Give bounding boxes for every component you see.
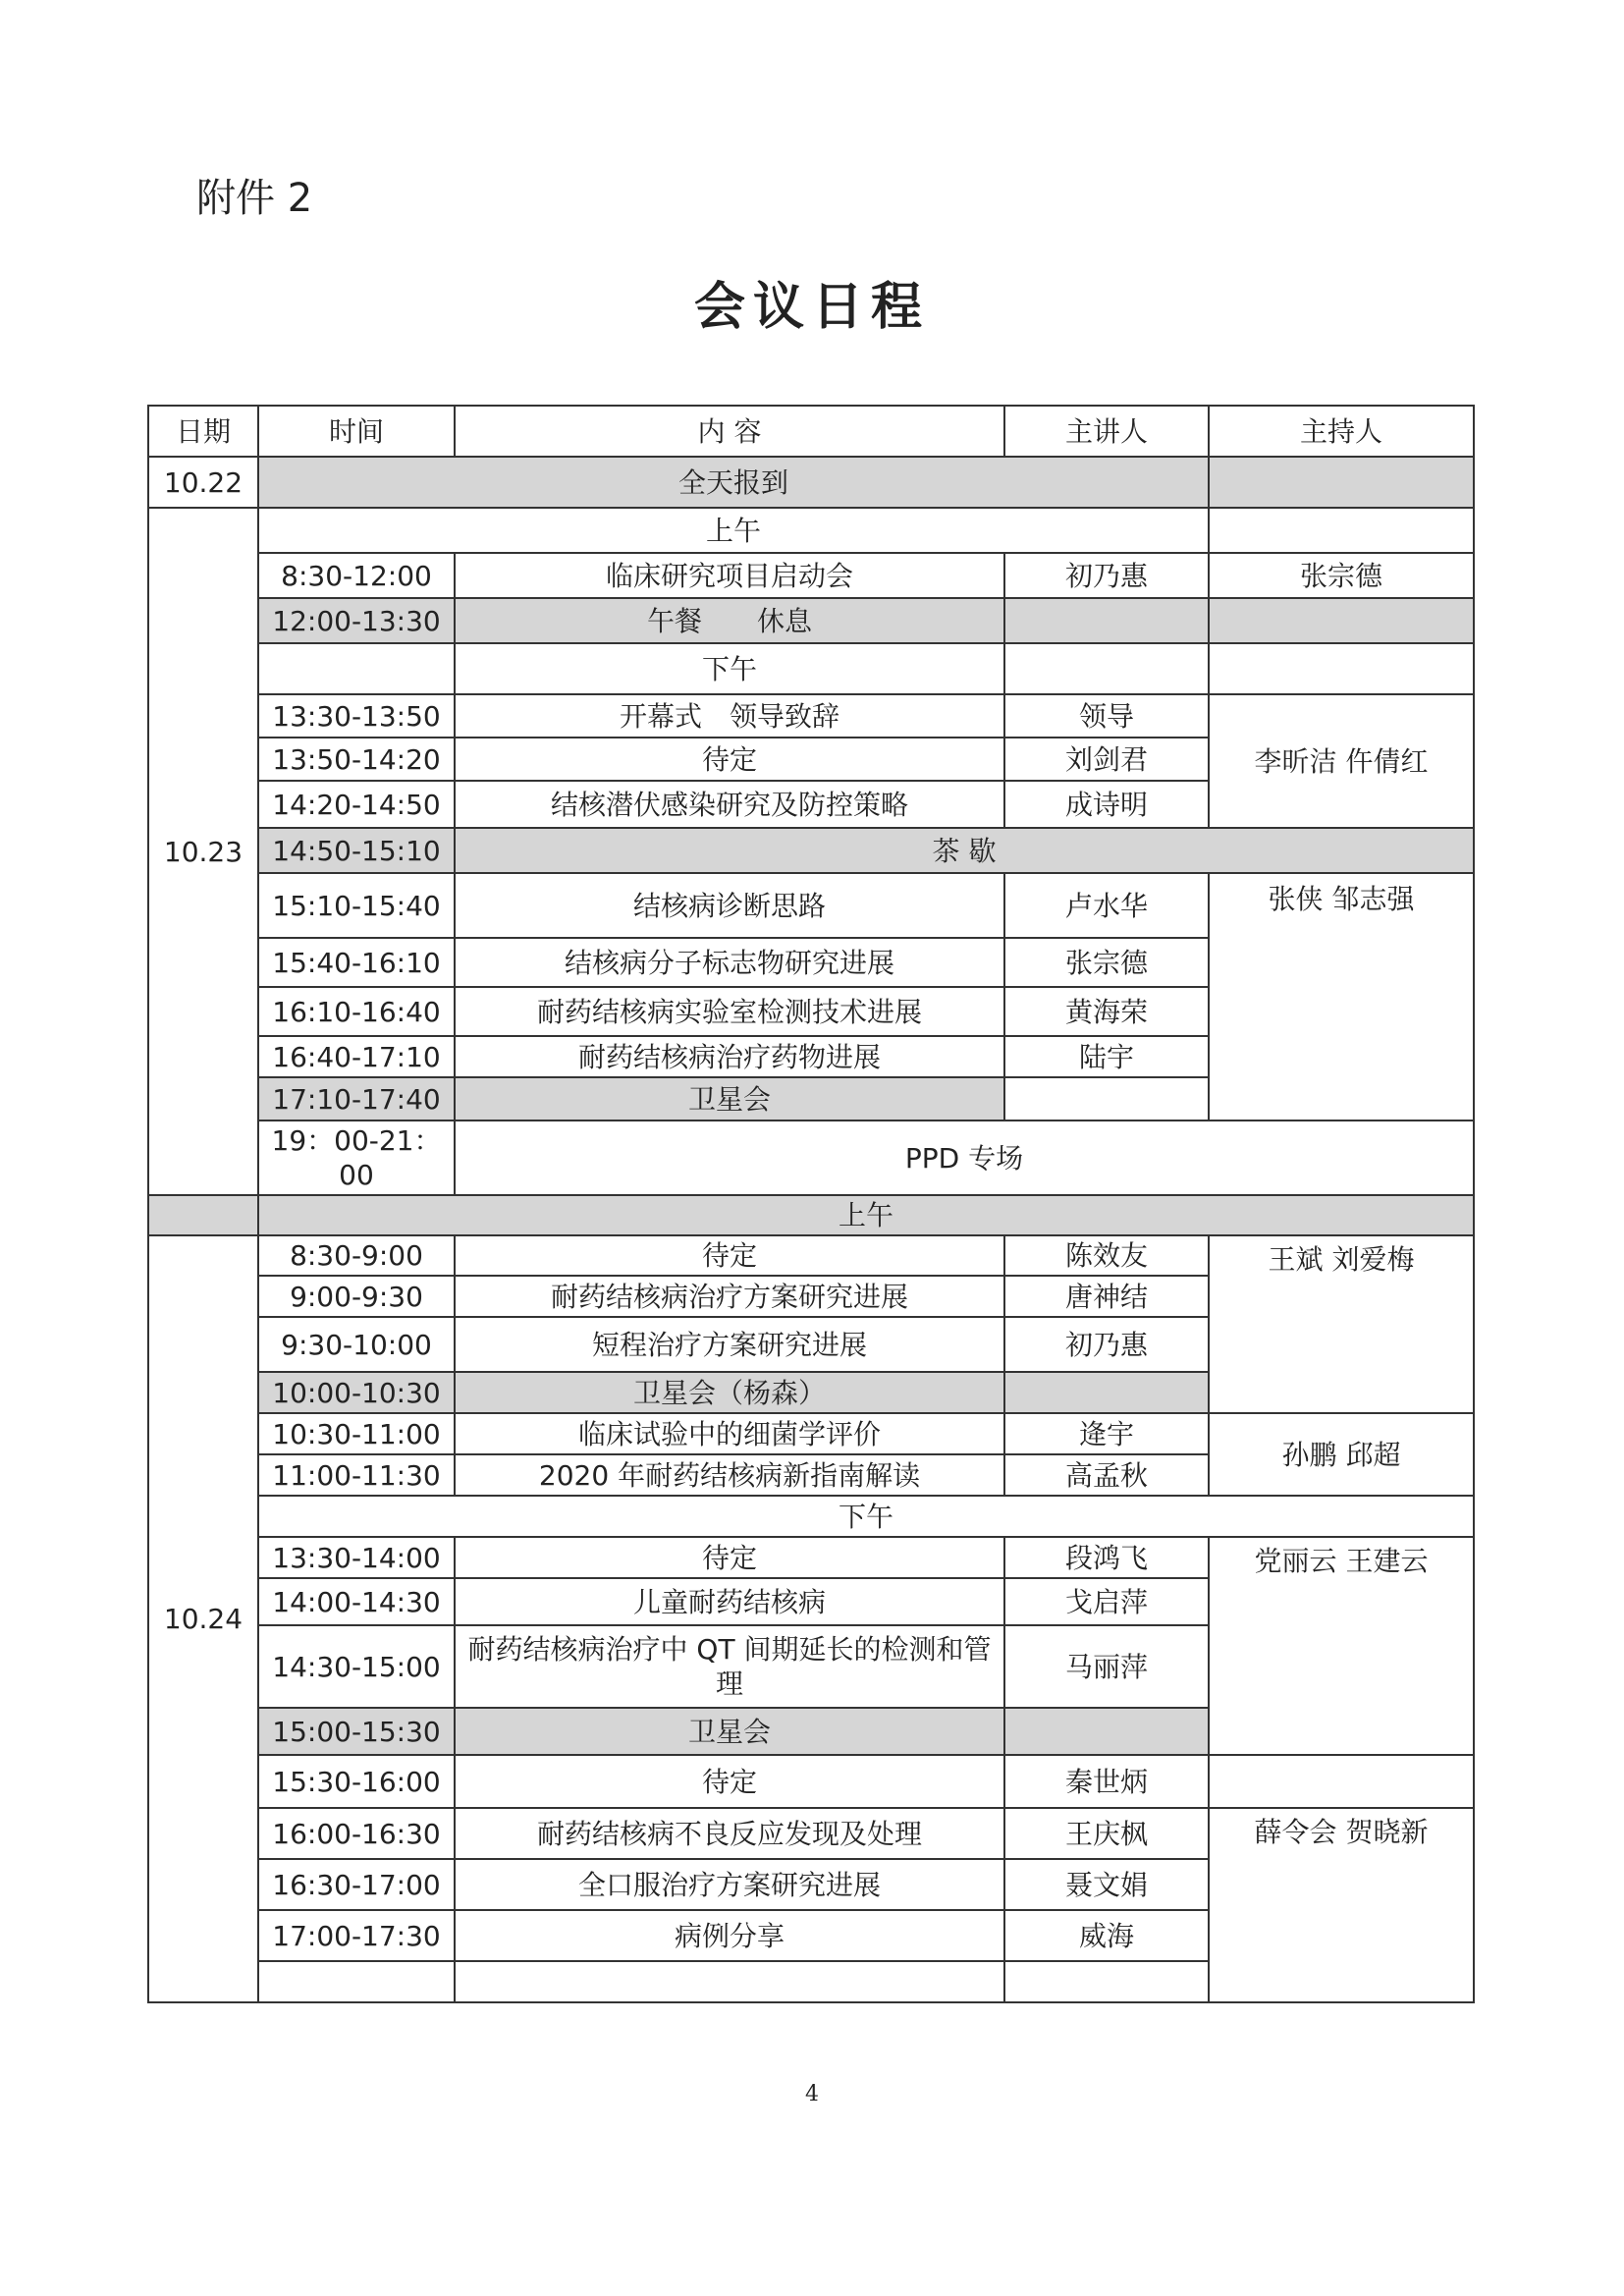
host-cell bbox=[1209, 457, 1474, 508]
table-row bbox=[148, 643, 1474, 694]
speaker-cell: 秦世炳 bbox=[1004, 1755, 1209, 1808]
speaker-cell: 初乃惠 bbox=[1004, 553, 1209, 598]
time-cell: 16:40-17:10 bbox=[258, 1036, 455, 1077]
table-row bbox=[148, 1413, 1474, 1454]
content-cell: 儿童耐药结核病 bbox=[455, 1578, 1004, 1625]
attachment-label: 附件 2 bbox=[196, 176, 313, 221]
content-cell: 待定 bbox=[455, 1235, 1004, 1276]
time-cell bbox=[258, 1961, 455, 2002]
header-content: 内 容 bbox=[455, 406, 1004, 457]
content-cell: 2020 年耐药结核病新指南解读 bbox=[455, 1454, 1004, 1496]
time-cell: 13:30-13:50 bbox=[258, 694, 455, 738]
speaker-cell: 陈效友 bbox=[1004, 1235, 1209, 1276]
content-cell: 耐药结核病治疗方案研究进展 bbox=[455, 1276, 1004, 1317]
host-cell bbox=[1209, 508, 1474, 553]
content-cell: 全口服治疗方案研究进展 bbox=[455, 1859, 1004, 1910]
header-date: 日期 bbox=[148, 406, 258, 457]
table-row bbox=[148, 1235, 1474, 1276]
content-cell: 耐药结核病治疗药物进展 bbox=[455, 1036, 1004, 1077]
content-cell: 耐药结核病治疗中 QT 间期延长的检测和管理 bbox=[455, 1625, 1004, 1708]
date-cell: 10.22 bbox=[148, 457, 258, 508]
table-row bbox=[148, 598, 1474, 643]
host-cell: 李昕洁 仵倩红 bbox=[1209, 694, 1474, 828]
time-cell: 15:30-16:00 bbox=[258, 1755, 455, 1808]
content-cell: 待定 bbox=[455, 1537, 1004, 1578]
speaker-cell: 段鸿飞 bbox=[1004, 1537, 1209, 1578]
content-cell: PPD 专场 bbox=[455, 1121, 1474, 1195]
content-cell: 临床试验中的细菌学评价 bbox=[455, 1413, 1004, 1454]
content-cell: 待定 bbox=[455, 1755, 1004, 1808]
content-cell: 结核病分子标志物研究进展 bbox=[455, 938, 1004, 987]
table-row bbox=[148, 1121, 1474, 1195]
content-cell: 耐药结核病不良反应发现及处理 bbox=[455, 1808, 1004, 1859]
host-cell bbox=[1209, 598, 1474, 643]
content-cell: 卫星会 bbox=[455, 1077, 1004, 1121]
speaker-cell: 成诗明 bbox=[1004, 781, 1209, 828]
time-cell: 17:00-17:30 bbox=[258, 1910, 455, 1961]
content-cell: 开幕式 领导致辞 bbox=[455, 694, 1004, 738]
host-cell: 张侠 邹志强 bbox=[1209, 873, 1474, 1121]
time-cell: 14:30-15:00 bbox=[258, 1625, 455, 1708]
date-cell bbox=[148, 1195, 258, 1235]
time-cell: 15:00-15:30 bbox=[258, 1708, 455, 1755]
content-cell: 短程治疗方案研究进展 bbox=[455, 1317, 1004, 1372]
host-cell: 孙鹏 邱超 bbox=[1209, 1413, 1474, 1496]
content-cell bbox=[455, 1961, 1004, 2002]
speaker-cell: 卢水华 bbox=[1004, 873, 1209, 938]
page-number: 4 bbox=[805, 2082, 819, 2106]
speaker-cell: 唐神结 bbox=[1004, 1276, 1209, 1317]
time-cell: 9:30-10:00 bbox=[258, 1317, 455, 1372]
speaker-cell bbox=[1004, 643, 1209, 694]
table-row bbox=[148, 694, 1474, 738]
time-cell: 16:10-16:40 bbox=[258, 987, 455, 1036]
table-row bbox=[148, 553, 1474, 598]
table-row bbox=[148, 1755, 1474, 1808]
table-row bbox=[148, 1537, 1474, 1578]
content-cell: 病例分享 bbox=[455, 1910, 1004, 1961]
table-row bbox=[148, 828, 1474, 873]
time-cell: 15:40-16:10 bbox=[258, 938, 455, 987]
time-cell: 14:50-15:10 bbox=[258, 828, 455, 873]
time-cell: 16:30-17:00 bbox=[258, 1859, 455, 1910]
speaker-cell: 黄海荣 bbox=[1004, 987, 1209, 1036]
content-cell: 卫星会（杨森） bbox=[455, 1372, 1004, 1413]
speaker-cell: 威海 bbox=[1004, 1910, 1209, 1961]
date-cell: 10.24 bbox=[148, 1235, 258, 2002]
time-cell: 14:20-14:50 bbox=[258, 781, 455, 828]
time-cell: 8:30-12:00 bbox=[258, 553, 455, 598]
speaker-cell bbox=[1004, 1961, 1209, 2002]
speaker-cell: 戈启萍 bbox=[1004, 1578, 1209, 1625]
speaker-cell bbox=[1004, 1372, 1209, 1413]
time-cell: 19：00-21：00 bbox=[258, 1121, 455, 1195]
time-cell: 10:00-10:30 bbox=[258, 1372, 455, 1413]
speaker-cell: 张宗德 bbox=[1004, 938, 1209, 987]
header-host: 主持人 bbox=[1209, 406, 1474, 457]
section-label: 下午 bbox=[258, 1496, 1474, 1537]
host-cell: 薛令会 贺晓新 bbox=[1209, 1808, 1474, 2002]
speaker-cell: 逄宇 bbox=[1004, 1413, 1209, 1454]
content-cell: 临床研究项目启动会 bbox=[455, 553, 1004, 598]
header-time: 时间 bbox=[258, 406, 455, 457]
table-row bbox=[148, 873, 1474, 938]
time-cell: 8:30-9:00 bbox=[258, 1235, 455, 1276]
time-cell: 9:00-9:30 bbox=[258, 1276, 455, 1317]
time-cell bbox=[258, 643, 455, 694]
time-cell: 17:10-17:40 bbox=[258, 1077, 455, 1121]
speaker-cell: 陆宇 bbox=[1004, 1036, 1209, 1077]
speaker-cell: 初乃惠 bbox=[1004, 1317, 1209, 1372]
content-cell: 茶 歇 bbox=[455, 828, 1474, 873]
content-cell: 待定 bbox=[455, 738, 1004, 781]
table-header-row bbox=[148, 406, 1474, 457]
time-cell: 13:50-14:20 bbox=[258, 738, 455, 781]
speaker-cell bbox=[1004, 1077, 1209, 1121]
speaker-cell: 刘剑君 bbox=[1004, 738, 1209, 781]
section-label: 下午 bbox=[455, 643, 1004, 694]
speaker-cell: 领导 bbox=[1004, 694, 1209, 738]
speaker-cell: 聂文娟 bbox=[1004, 1859, 1209, 1910]
speaker-cell bbox=[1004, 1708, 1209, 1755]
time-cell: 15:10-15:40 bbox=[258, 873, 455, 938]
content-cell: 卫星会 bbox=[455, 1708, 1004, 1755]
content-cell: 结核潜伏感染研究及防控策略 bbox=[455, 781, 1004, 828]
table-row bbox=[148, 508, 1474, 553]
time-cell: 13:30-14:00 bbox=[258, 1537, 455, 1578]
content-cell: 午餐 休息 bbox=[455, 598, 1004, 643]
speaker-cell: 高孟秋 bbox=[1004, 1454, 1209, 1496]
host-cell bbox=[1209, 643, 1474, 694]
speaker-cell: 马丽萍 bbox=[1004, 1625, 1209, 1708]
host-cell: 张宗德 bbox=[1209, 553, 1474, 598]
table-row bbox=[148, 1496, 1474, 1537]
schedule-table bbox=[147, 405, 1475, 2003]
date-cell: 10.23 bbox=[148, 508, 258, 1195]
table-row bbox=[148, 1808, 1474, 1859]
content-cell: 结核病诊断思路 bbox=[455, 873, 1004, 938]
host-cell: 王斌 刘爱梅 bbox=[1209, 1235, 1474, 1413]
time-cell: 16:00-16:30 bbox=[258, 1808, 455, 1859]
table-row bbox=[148, 1195, 1474, 1235]
speaker-cell bbox=[1004, 598, 1209, 643]
section-label: 上午 bbox=[258, 508, 1209, 553]
host-cell: 党丽云 王建云 bbox=[1209, 1537, 1474, 1755]
content-cell: 耐药结核病实验室检测技术进展 bbox=[455, 987, 1004, 1036]
header-speaker: 主讲人 bbox=[1004, 406, 1209, 457]
time-cell: 11:00-11:30 bbox=[258, 1454, 455, 1496]
time-cell: 12:00-13:30 bbox=[258, 598, 455, 643]
section-label: 上午 bbox=[258, 1195, 1474, 1235]
page-title: 会议日程 bbox=[693, 278, 930, 337]
host-cell bbox=[1209, 1755, 1474, 1808]
time-cell: 10:30-11:00 bbox=[258, 1413, 455, 1454]
session-cell: 全天报到 bbox=[258, 457, 1209, 508]
table-row bbox=[148, 457, 1474, 508]
speaker-cell: 王庆枫 bbox=[1004, 1808, 1209, 1859]
time-cell: 14:00-14:30 bbox=[258, 1578, 455, 1625]
